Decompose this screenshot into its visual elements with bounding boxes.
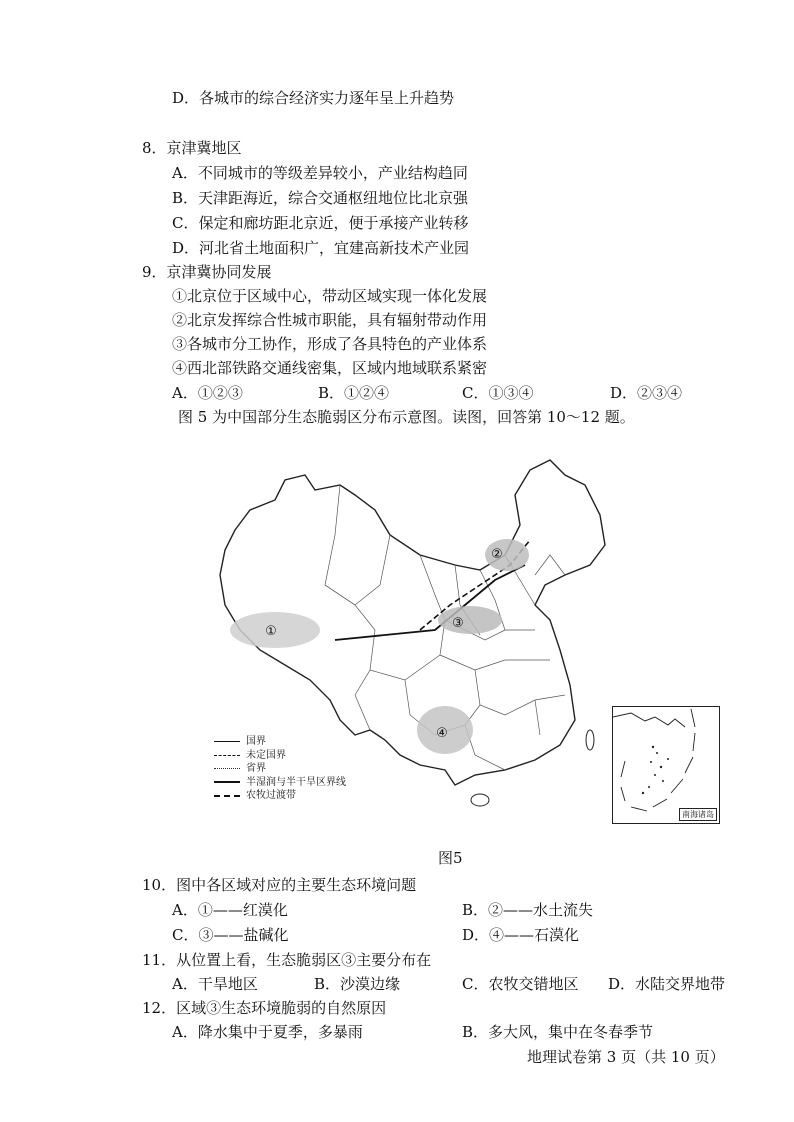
inset-label: 南海诸岛 [679,808,717,821]
figure-caption: 图5 [438,849,463,867]
q11-stem: 11．从位置上看，生态脆弱区③主要分布在 [142,951,432,969]
q8-option-d: D．河北省土地面积广，宜建高新技术产业园 [172,239,470,257]
q9-statement-1: ①北京位于区域中心，带动区域实现一体化发展 [172,287,488,305]
q7-option-d: D．各城市的综合经济实力逐年呈上升趋势 [172,89,455,107]
q10-option-b: B．②——水土流失 [462,901,594,919]
legend-sample-national [214,741,240,742]
page-footer: 地理试卷第 3 页（共 10 页） [527,1048,725,1066]
q10-option-a: A．①——红漠化 [172,901,288,919]
q9-statement-3: ③各城市分工协作，形成了各具特色的产业体系 [172,335,488,353]
region-label-1: ① [265,624,277,639]
q11-option-a: A．干旱地区 [172,975,258,993]
q8-stem: 8．京津冀地区 [142,139,242,157]
legend-label-undetermined-border: 未定国界 [246,749,286,761]
q8-option-c: C．保定和廊坊距北京近，便于承接产业转移 [172,214,469,232]
q11-option-d: D．水陆交界地带 [608,975,726,993]
legend-sample-province [214,768,240,769]
south-sea-inset [612,706,720,824]
inset-dashed-line [621,709,695,811]
q12-option-a: A．降水集中于夏季，多暴雨 [172,1023,363,1041]
inset-map [613,707,719,823]
region-label-2: ② [491,547,503,562]
q10-option-d: D．④——石漠化 [462,926,580,944]
q8-option-b: B．天津距海近，综合交通枢纽地位比北京强 [172,189,469,207]
legend-sample-undetermined [214,755,240,756]
region-label-4: ④ [436,726,448,741]
taiwan-island [586,730,594,750]
legend-label-province-border: 省界 [246,763,266,774]
q12-option-b: B．多大风，集中在冬春季节 [462,1023,654,1041]
q10-stem: 10．图中各区域对应的主要生态环境问题 [142,876,417,894]
q9-option-a: A．①②③ [172,384,243,402]
q9-stem: 9．京津冀协同发展 [142,263,272,281]
legend-label-national-border: 国界 [246,736,266,747]
region-3-area [438,606,502,634]
legend-sample-agro-pastoral [214,795,240,797]
inset-coast [613,713,685,727]
inset-islands [642,746,669,794]
q9-statement-4: ④西北部铁路交通线密集，区域内地域联系紧密 [172,359,488,377]
q11-option-c: C．农牧交错地区 [462,975,579,993]
q9-option-b: B．①②④ [318,384,390,402]
q11-option-b: B．沙漠边缘 [314,975,401,993]
q9-statement-2: ②北京发挥综合性城市职能，具有辐射带动作用 [172,311,488,329]
legend-label-agro-pastoral: 农牧过渡带 [246,790,296,801]
q10-option-c: C．③——盐碱化 [172,926,289,944]
q8-option-a: A．不同城市的等级差异较小，产业结构趋同 [172,164,468,182]
legend-sample-semihumid [214,781,240,783]
map-legend [214,735,346,803]
q9-option-d: D．②③④ [610,384,683,402]
legend-label-semihumid-line: 半湿润与半干旱区界线 [246,776,346,788]
q12-stem: 12．区域③生态环境脆弱的自然原因 [142,999,387,1017]
legend-row-province-border [214,762,346,776]
q9-option-c: C．①③④ [462,384,534,402]
hainan-island [471,794,489,806]
figure-intro: 图 5 为中国部分生态脆弱区分布示意图。读图，回答第 10～12 题。 [178,408,635,426]
legend-row-agro-pastoral [214,789,346,803]
legend-row-undetermined-border [214,749,346,763]
legend-row-semihumid-line [214,776,346,790]
region-label-3: ③ [452,616,464,631]
legend-row-national-border [214,735,346,749]
